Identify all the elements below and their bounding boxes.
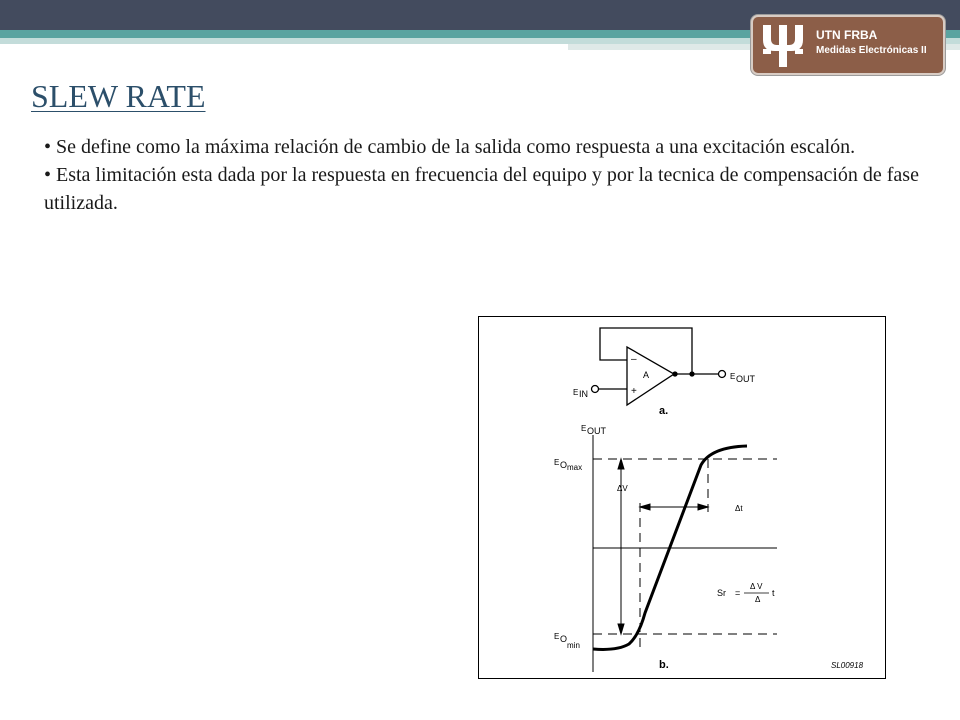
feedback-wire [600,328,692,374]
ein-label-sub: IN [579,389,588,399]
input-terminal [592,386,599,393]
eomin-o: O [560,634,568,644]
page-title: SLEW RATE [31,78,206,114]
equals-sign: = [735,588,741,598]
fraction-numerator: Δ V [750,582,763,591]
dept-name: Medidas Electrónicas II [816,45,927,56]
figure-code: SL00918 [831,661,864,670]
caption-b: b. [659,659,669,671]
eout-label-e: E [730,372,736,381]
plus-sign: + [631,386,637,397]
junction-right [690,372,694,376]
fraction-denominator: Δ [755,595,761,604]
delta-t-label: Δt [735,504,743,513]
dt-arrow-head-right [698,504,708,510]
eomax-sub: max [567,463,583,472]
utn-logo-icon [759,23,807,69]
institution-badge [751,15,945,75]
dt-arrow-head-left [640,504,650,510]
delta-v-label: ΔV [617,484,628,493]
sr-label: Sr [717,588,726,598]
eomax-o: O [560,460,568,470]
eomax-e: E [554,458,560,467]
slew-rate-figure [478,316,886,679]
dv-arrow-head-bottom [618,624,624,634]
org-name: UTN FRBA [816,28,878,42]
caption-a: a. [659,405,669,417]
graph-eout-sub: OUT [587,426,606,436]
eomin-e: E [554,632,560,641]
junction-left [673,372,677,376]
graph-eout-e: E [581,424,587,433]
slew-graph [593,435,777,672]
dv-arrow-head-top [618,459,624,469]
eout-label-sub: OUT [736,374,755,384]
fraction-t: t [772,588,775,598]
ein-label-e: E [573,388,579,397]
opamp-circuit [592,328,726,405]
minus-sign: – [631,354,637,365]
output-terminal [719,371,726,378]
eomin-sub: min [567,641,580,650]
bullet-item-2: • Esta limitación esta dada por la respuesta en frecuencia del equipo y por la tecnica de compensación de fase utilizada. [44,164,919,214]
figure-drawing [479,317,887,680]
amp-label: A [643,370,650,380]
bullet-item-1: • Se define como la máxima relación de cambio de la salida como respuesta a una excitación escalón. [44,136,856,158]
bullet-list [44,133,944,217]
